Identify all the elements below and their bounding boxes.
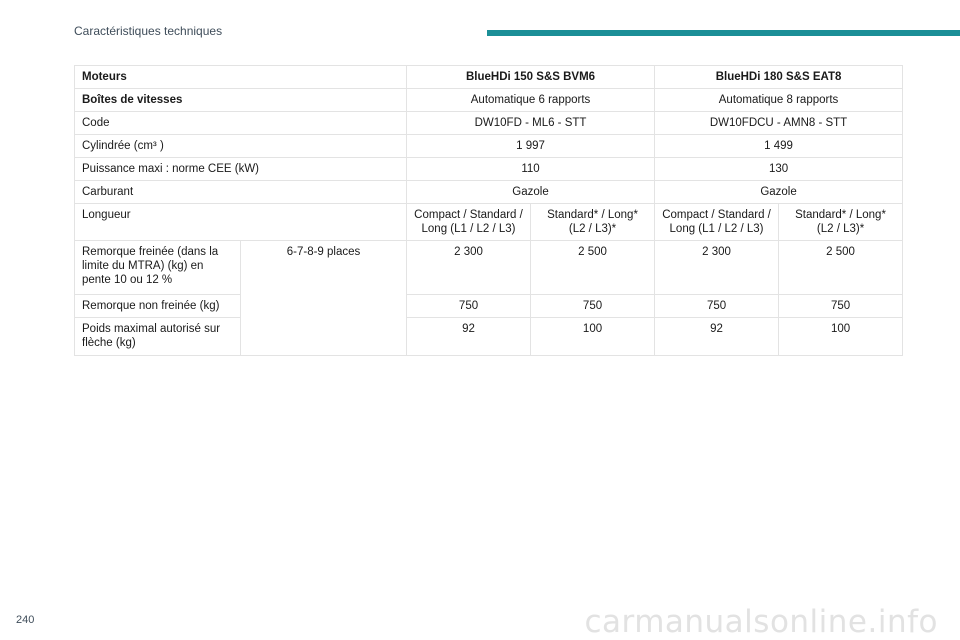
table-row-remorque-freinee bbox=[75, 241, 903, 295]
table-row-code bbox=[75, 112, 903, 135]
watermark-text: carmanualsonline.info bbox=[584, 604, 938, 640]
row-label-carburant: Carburant bbox=[75, 181, 407, 204]
engine-1-name: BlueHDi 150 S&S BVM6 bbox=[407, 66, 655, 89]
cell-carburant-2: Gazole bbox=[655, 181, 903, 204]
table-row-longueur bbox=[75, 204, 903, 241]
row-label-cylindree: Cylindrée (cm³ ) bbox=[75, 135, 407, 158]
cell-poids-fleche-1: 92 bbox=[407, 318, 531, 356]
cell-remorque-non-freinee-2: 750 bbox=[531, 295, 655, 318]
cell-longueur-2: Standard* / Long* (L2 / L3)* bbox=[531, 204, 655, 241]
cell-puissance-2: 130 bbox=[655, 158, 903, 181]
row-label-code: Code bbox=[75, 112, 407, 135]
table-row-carburant bbox=[75, 181, 903, 204]
table-row-moteurs bbox=[75, 66, 903, 89]
cell-remorque-freinee-2: 2 500 bbox=[531, 241, 655, 295]
cell-code-2: DW10FDCU - AMN8 - STT bbox=[655, 112, 903, 135]
row-label-poids-fleche: Poids maximal autorisé sur flèche (kg) bbox=[75, 318, 241, 356]
cell-cylindree-2: 1 499 bbox=[655, 135, 903, 158]
row-label-boites: Boîtes de vitesses bbox=[75, 89, 407, 112]
row-label-remorque-freinee: Remorque freinée (dans la limite du MTRA) (kg) en pente 10 ou 12 % bbox=[75, 241, 241, 295]
table-row-boites bbox=[75, 89, 903, 112]
cell-longueur-3: Compact / Standard / Long (L1 / L2 / L3) bbox=[655, 204, 779, 241]
cell-puissance-1: 110 bbox=[407, 158, 655, 181]
engine-2-name: BlueHDi 180 S&S EAT8 bbox=[655, 66, 903, 89]
row-label-longueur: Longueur bbox=[75, 204, 407, 241]
cell-boites-1: Automatique 6 rapports bbox=[407, 89, 655, 112]
cell-poids-fleche-4: 100 bbox=[779, 318, 903, 356]
table-row-poids-fleche bbox=[75, 318, 903, 356]
table-row-remorque-non-freinee bbox=[75, 295, 903, 318]
cell-remorque-freinee-3: 2 300 bbox=[655, 241, 779, 295]
cell-cylindree-1: 1 997 bbox=[407, 135, 655, 158]
section-title: Caractéristiques techniques bbox=[74, 24, 223, 38]
cell-remorque-non-freinee-1: 750 bbox=[407, 295, 531, 318]
page-number: 240 bbox=[16, 614, 35, 626]
specifications-table bbox=[74, 65, 903, 356]
cell-longueur-1: Compact / Standard / Long (L1 / L2 / L3) bbox=[407, 204, 531, 241]
row-label-puissance: Puissance maxi : norme CEE (kW) bbox=[75, 158, 407, 181]
cell-carburant-1: Gazole bbox=[407, 181, 655, 204]
cell-poids-fleche-2: 100 bbox=[531, 318, 655, 356]
cell-remorque-non-freinee-3: 750 bbox=[655, 295, 779, 318]
table-row-puissance bbox=[75, 158, 903, 181]
cell-longueur-4: Standard* / Long* (L2 / L3)* bbox=[779, 204, 903, 241]
cell-remorque-freinee-1: 2 300 bbox=[407, 241, 531, 295]
header-accent-bar bbox=[487, 30, 960, 36]
table-row-cylindree bbox=[75, 135, 903, 158]
cell-poids-fleche-3: 92 bbox=[655, 318, 779, 356]
cell-boites-2: Automatique 8 rapports bbox=[655, 89, 903, 112]
row-label-moteurs: Moteurs bbox=[75, 66, 407, 89]
cell-code-1: DW10FD - ML6 - STT bbox=[407, 112, 655, 135]
row-label-remorque-non-freinee: Remorque non freinée (kg) bbox=[75, 295, 241, 318]
places-cell: 6-7-8-9 places bbox=[241, 241, 407, 356]
cell-remorque-non-freinee-4: 750 bbox=[779, 295, 903, 318]
cell-remorque-freinee-4: 2 500 bbox=[779, 241, 903, 295]
